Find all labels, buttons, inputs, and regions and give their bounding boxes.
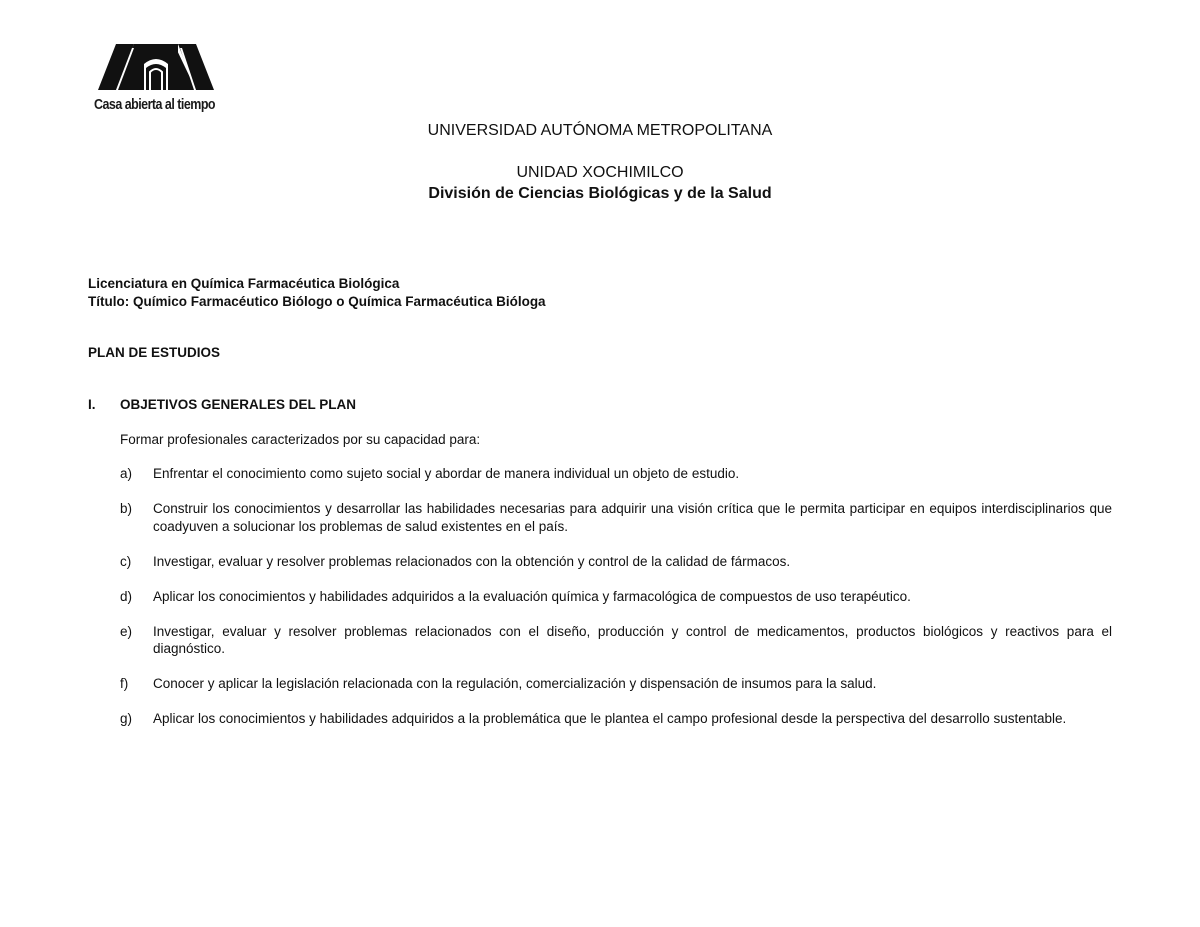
list-item-letter: c) bbox=[120, 553, 132, 569]
division-name: División de Ciencias Biológicas y de la Salud bbox=[428, 185, 772, 202]
logo-tagline: Casa abierta al tiempo bbox=[94, 97, 216, 113]
degree-block bbox=[88, 275, 546, 311]
list-item-text: Construir los conocimientos y desarrollar las habilidades necesarias para adquirir una visión crítica que le permita participar en equipos interdisciplinarios que coadyuven a solucionar los problemas de salud existentes en el país. bbox=[153, 501, 1112, 534]
objectives-list bbox=[120, 465, 1112, 745]
degree-licenciatura: Licenciatura en Química Farmacéutica Biológica bbox=[88, 276, 400, 291]
list-item-letter: f) bbox=[120, 676, 129, 691]
section-title: OBJETIVOS GENERALES DEL PLAN bbox=[120, 397, 357, 412]
uam-logo-mark-icon bbox=[94, 40, 218, 94]
list-item bbox=[120, 500, 1112, 535]
list-item-letter: d) bbox=[120, 588, 133, 604]
list-item-text: Conocer y aplicar la legislación relacionada con la regulación, comercialización y dispensación de insumos para la salud. bbox=[153, 676, 877, 691]
list-item-letter: g) bbox=[120, 711, 133, 726]
plan-title: PLAN DE ESTUDIOS bbox=[88, 345, 221, 360]
list-item-text: Aplicar los conocimientos y habilidades adquiridos a la evaluación química y farmacológica de compuestos de uso terapéutico. bbox=[153, 588, 911, 604]
list-item bbox=[120, 588, 1112, 606]
university-name: UNIVERSIDAD AUTÓNOMA METROPOLITANA bbox=[427, 122, 773, 139]
list-item-text: Investigar, evaluar y resolver problemas relacionados con el diseño, producción y control de medicamentos, productos biológicos y reactivos para el diagnóstico. bbox=[153, 623, 1112, 656]
list-item-text: Investigar, evaluar y resolver problemas relacionados con la obtención y control de la calidad de fármacos. bbox=[153, 553, 791, 569]
degree-titulo: Título: Químico Farmacéutico Biólogo o Química Farmacéutica Bióloga bbox=[88, 294, 546, 309]
list-item-text: Enfrentar el conocimiento como sujeto social y abordar de manera individual un objeto de estudio. bbox=[153, 466, 740, 481]
unit-name: UNIDAD XOCHIMILCO bbox=[516, 164, 684, 181]
list-item-text: Aplicar los conocimientos y habilidades adquiridos a la problemática que le plantea el campo profesional desde la perspectiva del desarrollo sustentable. bbox=[153, 711, 1067, 726]
list-item bbox=[120, 710, 1112, 728]
list-item bbox=[120, 623, 1112, 658]
section-number: I. bbox=[88, 397, 96, 412]
list-item bbox=[120, 675, 1112, 693]
list-item-letter: e) bbox=[120, 623, 133, 639]
list-item bbox=[120, 553, 1112, 571]
uam-logo bbox=[94, 40, 218, 116]
list-item bbox=[120, 465, 1112, 483]
list-item-letter: b) bbox=[120, 501, 133, 516]
list-item-letter: a) bbox=[120, 466, 133, 481]
section-intro: Formar profesionales caracterizados por su capacidad para: bbox=[120, 432, 481, 447]
